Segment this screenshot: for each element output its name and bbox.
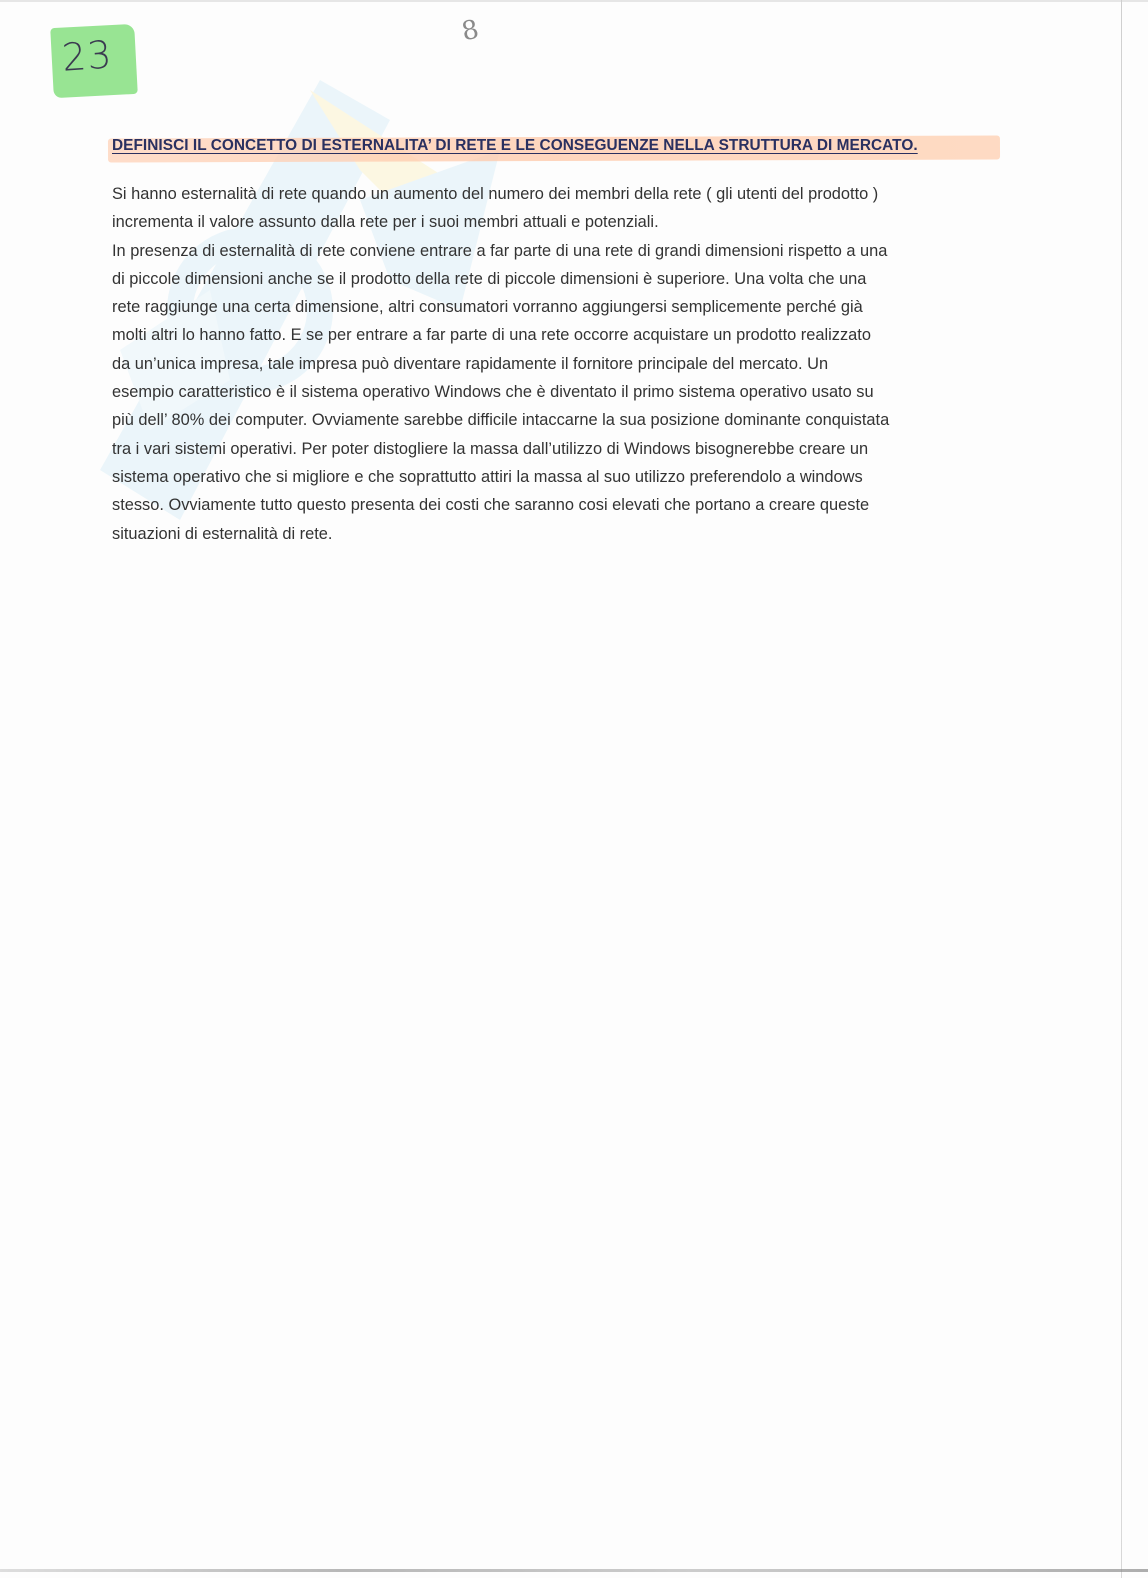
text-line: stesso. Ovviamente tutto questo presenta dei costi che saranno cosi elevati che portano a creare queste — [112, 496, 870, 515]
text-line: da un’unica impresa, tale impresa può diventare rapidamente il fornitore principale del mercato. Un — [112, 354, 829, 373]
scan-bottom-edge — [0, 1569, 1148, 1572]
text-line: rete raggiunge una certa dimensione, altri consumatori vorranno aggiungersi semplicemente perché già — [112, 298, 863, 317]
text-line: più dell’ 80% dei computer. Ovviamente sarebbe difficile intaccarne la sua posizione dominante conquistata — [112, 411, 890, 430]
text-line: sistema operativo che si migliore e che soprattutto attiri la massa al suo utilizzo preferendolo a windows — [112, 467, 863, 486]
text-line: Si hanno esternalità di rete quando un aumento del numero dei membri della rete ( gli utenti del prodotto ) — [112, 185, 879, 203]
text-line: esempio caratteristico è il sistema operativo Windows che è diventato il primo sistema operativo usato su — [112, 383, 874, 402]
text-line: di piccole dimensioni anche se il prodotto della rete di piccole dimensioni è superiore. Una volta che una — [112, 269, 867, 288]
scan-top-edge — [0, 0, 1148, 2]
text-line: situazioni di esternalità di rete. — [112, 524, 333, 543]
answer-paragraph — [112, 180, 1042, 548]
scan-right-edge — [1121, 0, 1122, 1578]
question-heading: DEFINISCI IL CONCETTO DI ESTERNALITA’ DI RETE E LE CONSEGUENZE NELLA STRUTTURA DI MERCATO. — [112, 137, 918, 154]
text-line: In presenza di esternalità di rete conviene entrare a far parte di una rete di grandi dimensioni rispetto a una — [112, 241, 888, 260]
text-line: incrementa il valore assunto dalla rete per i suoi membri attuali e potenziali. — [112, 213, 659, 232]
heading-block — [112, 132, 1008, 162]
page-number: 23 — [60, 32, 114, 80]
text-line: molti altri lo hanno fatto. E se per entrare a far parte di una rete occorre acquistare un prodotto realizzato — [112, 326, 871, 345]
pencil-mark: 8 — [459, 14, 482, 48]
text-line: tra i vari sistemi operativi. Per poter distogliere la massa dall’utilizzo di Windows bisognerebbe creare un — [112, 439, 869, 458]
